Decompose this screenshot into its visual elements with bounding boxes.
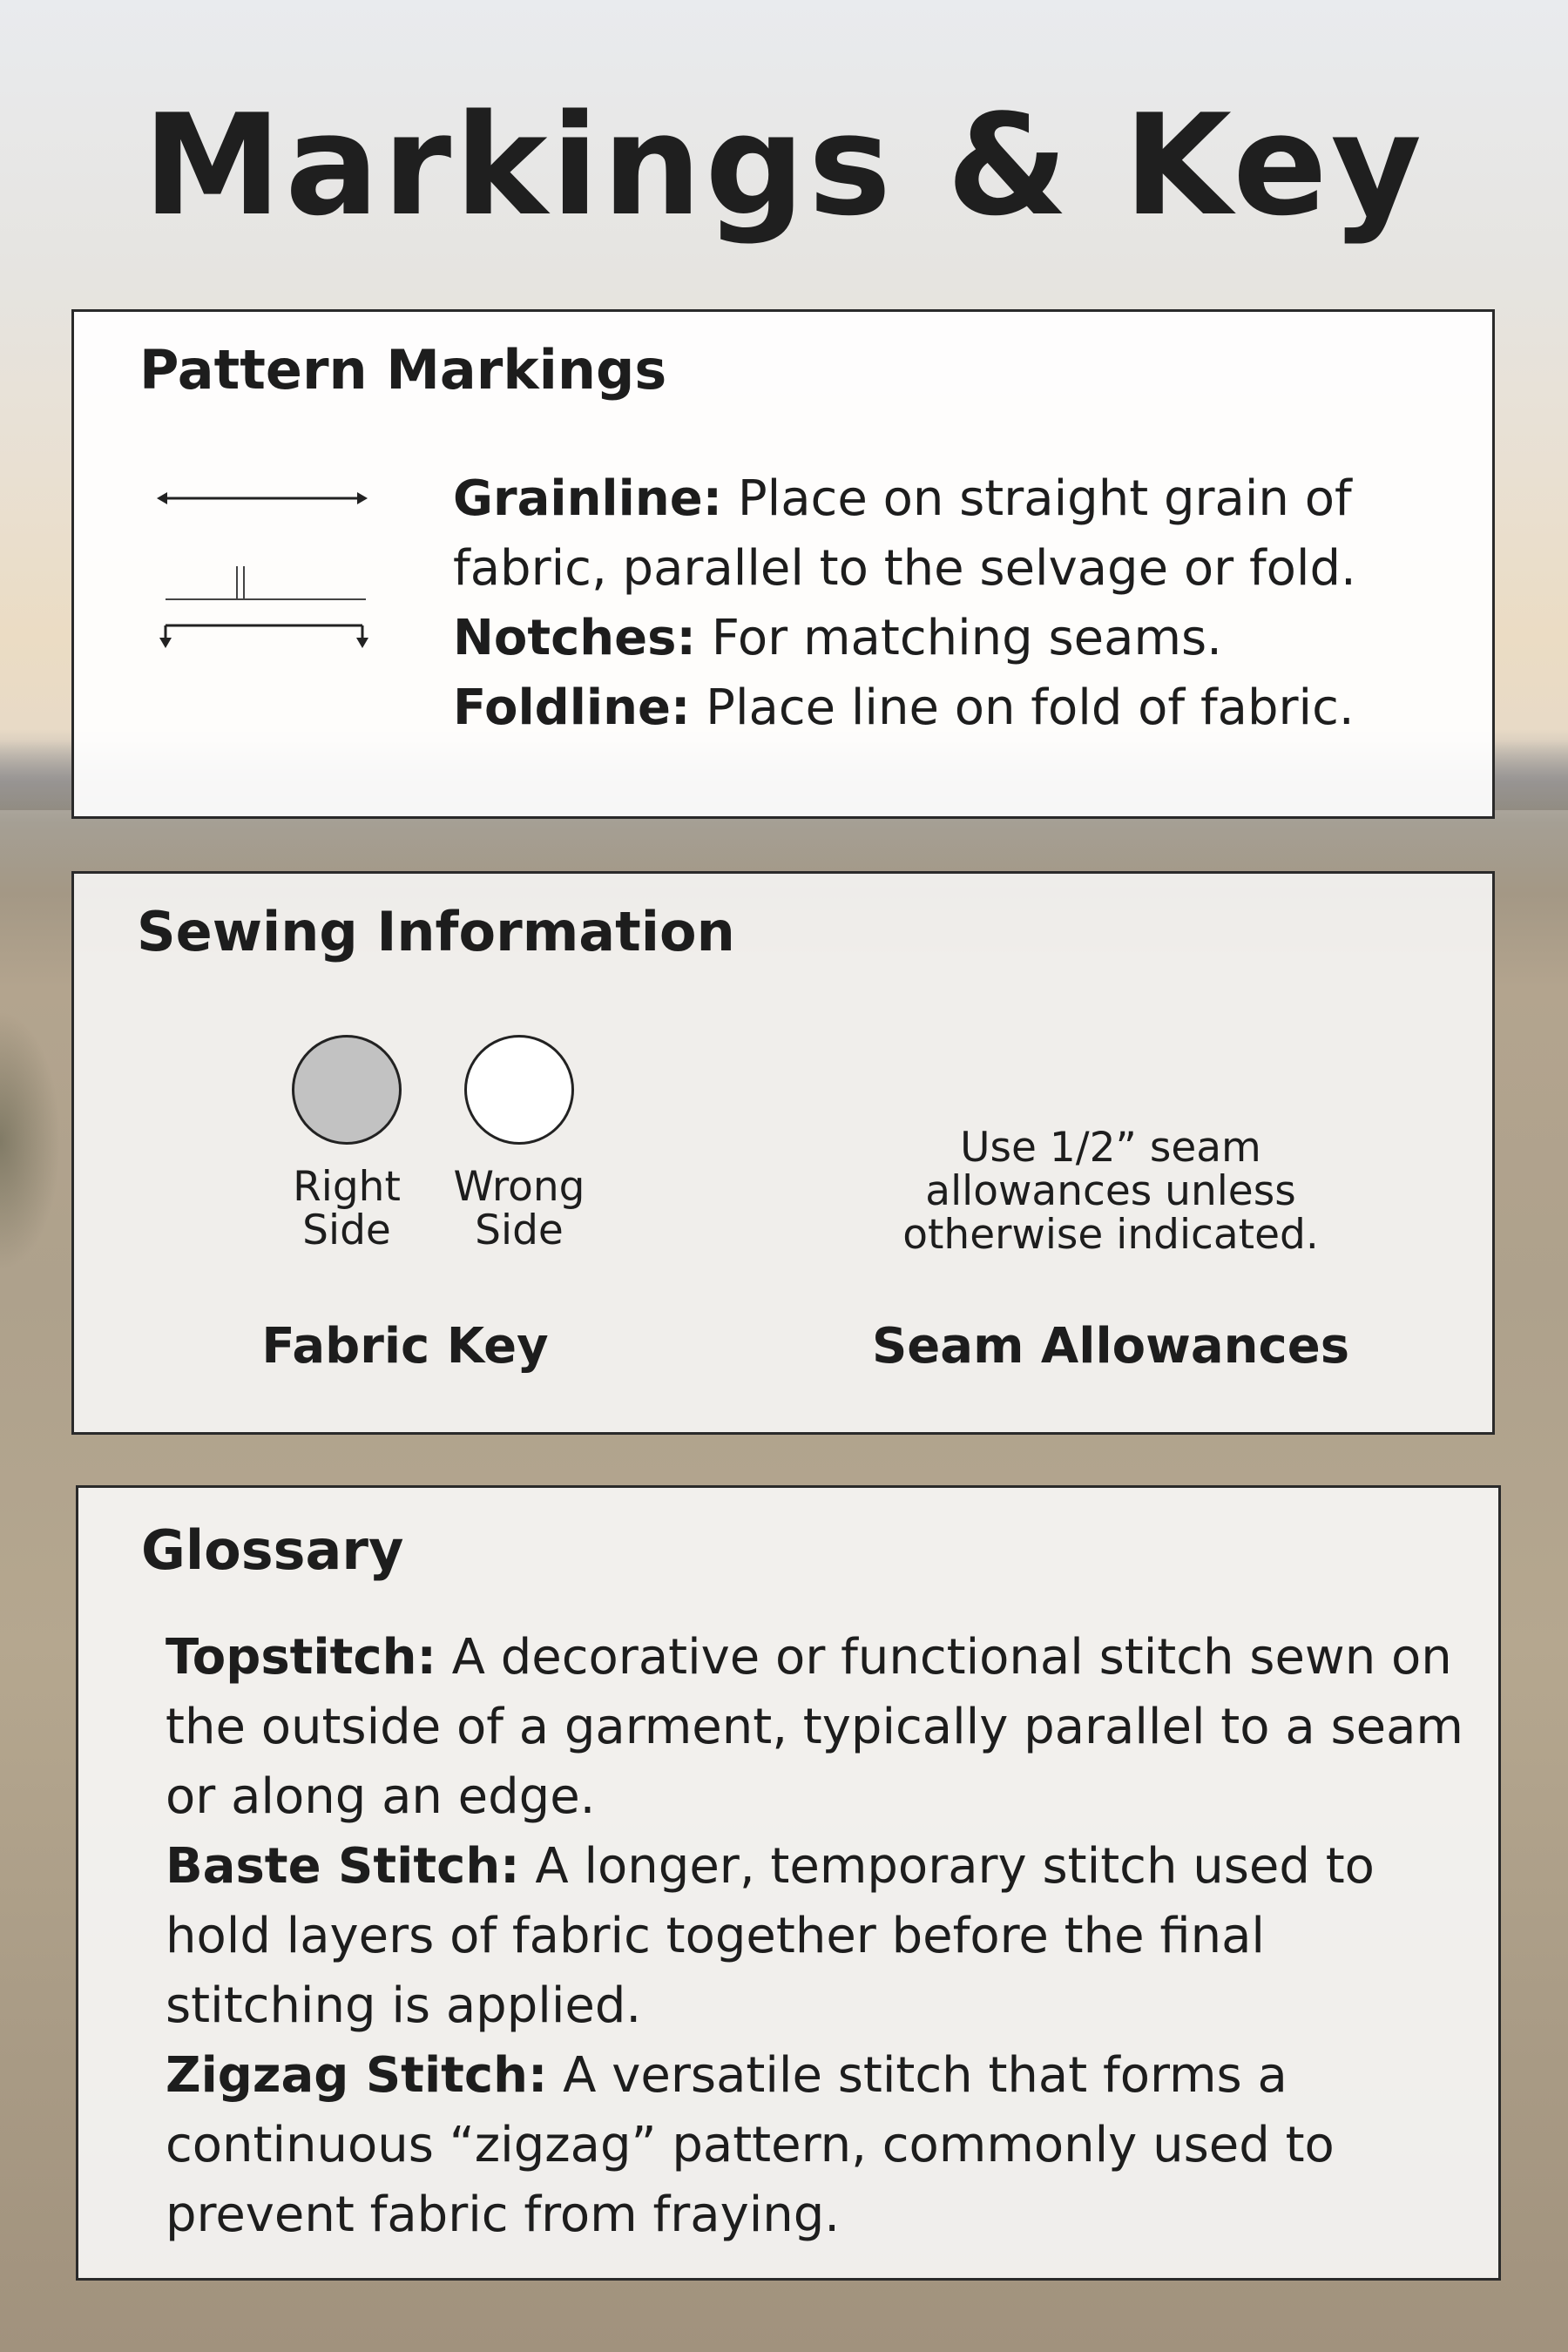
pattern-markings-heading: Pattern Markings [139,338,667,402]
marking-item-notches [453,604,1455,673]
marking-definition: For matching seams. [695,610,1222,666]
glossary-definition: A longer, temporary stitch used to hold layers of fabric together before the final stitching is applied. [166,1838,1375,2034]
pattern-markings-panel [71,309,1495,819]
marking-icons [157,477,383,704]
wrong-side-label-line-1: Wrong [453,1163,585,1211]
sewing-information-heading: Sewing Information [137,900,735,963]
sewing-information-panel [71,871,1495,1435]
marking-term: Notches: [453,610,696,666]
wrong-side-label-line-2: Side [475,1206,564,1254]
wrong-side-swatch-icon [464,1035,574,1145]
marking-term: Foldline: [453,679,691,736]
seam-allowance-note [849,1126,1372,1257]
marking-descriptions [453,464,1455,743]
glossary-item-baste-stitch [166,1832,1472,2041]
seam-note-line-3: otherwise indicated. [902,1211,1319,1259]
right-side-swatch-icon [292,1035,402,1145]
glossary-panel [76,1485,1501,2281]
wrong-side-label [432,1163,606,1254]
glossary-definition: A decorative or functional stitch sewn on the outside of a garment, typically parallel to a seam or along an edge. [166,1629,1463,1825]
marking-definition: Place line on fold of fabric. [690,679,1355,736]
glossary-term: Zigzag Stitch: [166,2047,548,2104]
marking-icons-svg [157,477,383,704]
glossary-term: Baste Stitch: [166,1838,520,1895]
glossary-term: Topstitch: [166,1629,436,1686]
glossary-definition: A versatile stitch that forms a continuous “zigzag” pattern, commonly used to prevent fabric from fraying. [166,2047,1335,2243]
marking-item-grainline [453,464,1455,604]
marking-term: Grainline: [453,470,723,527]
glossary-item-topstitch [166,1623,1472,1832]
grainline-icon [157,492,368,504]
notches-icon [166,566,366,599]
seam-allowances-heading: Seam Allowances [871,1318,1350,1375]
page-title: Markings & Key [143,84,1425,247]
glossary-heading: Glossary [141,1518,404,1582]
marking-definition: Place on straight grain of fabric, parallel to the selvage or fold. [453,470,1356,597]
right-side-label-line-1: Right [293,1163,401,1211]
glossary-item-zigzag-stitch [166,2041,1472,2250]
foldline-icon [159,625,368,648]
seam-note-line-1: Use 1/2” seam [960,1124,1261,1172]
marking-item-foldline [453,673,1455,743]
right-side-label [260,1163,434,1254]
right-side-label-line-2: Side [302,1206,391,1254]
seam-note-line-2: allowances unless [925,1167,1296,1215]
background-brush [0,1010,61,1272]
glossary-list [166,1623,1472,2250]
fabric-key-heading: Fabric Key [261,1318,549,1375]
